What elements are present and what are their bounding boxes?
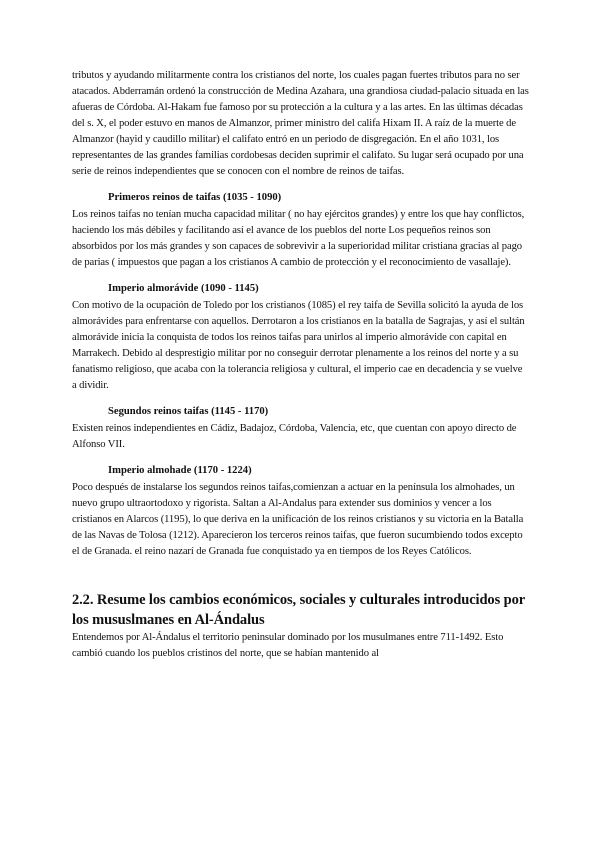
section-2-2-paragraph: Entendemos por Al-Ándalus el territorio peninsular dominado por los musulmanes entre 711-1492. Esto cambió cuando los pueblos cristinos del norte, que se habían mantenido al <box>72 632 504 659</box>
heading-primeros-reinos-taifas: Primeros reinos de taifas (1035 - 1090) <box>108 192 282 203</box>
paragraph-segundos-reinos-taifas: Existen reinos independientes en Cádiz, Badajoz, Córdoba, Valencia, etc, que cuentan con apoyo directo de Alfonso VII. <box>72 423 517 450</box>
heading-imperio-almoravide: Imperio almorávide (1090 - 1145) <box>108 283 259 294</box>
paragraph-imperio-almohade: Poco después de instalarse los segundos reinos taifas,comienzan a actuar en la península los almohades, un nuevo grupo ultraortodoxo y rigorista. Saltan a Al-Andalus para extender sus dominios y vencer a los cristianos en Alarcos (1195), lo que deriva en la unificación de los reinos cristianos y su victoria en la Batalla de las Navas de Tolosa (1212). Aparecieron los terceros reinos taifas, que fueron sucumbiendo todos excepto el de Granada. el reino nazarí de Granada fue conquistado ya en tiempos de los Reyes Católicos. <box>72 482 524 557</box>
intro-paragraph: tributos y ayudando militarmente contra los cristianos del norte, los cuales pagan fuertes tributos para no ser atacados. Abderramán ordenó la construcción de Medina Azahara, una grandiosa ciudad-palacio situada en las afueras de Córdoba. Al-Hakam fue famoso por su protección a la cultura y a las artes. En las últimas décadas del s. X, el poder estuvo en manos de Almanzor, primer ministro del califa Hixam II. A raíz de la muerte de Almanzor (hayid y caudillo militar) el califato entró en un periodo de disgregación. En el año 1031, los representantes de las grandes familias cordobesas deciden suprimir el califato. Su lugar será ocupado por una serie de reinos independientes que se conocen con el nombre de reinos de taifas. <box>72 70 529 177</box>
heading-segundos-reinos-taifas: Segundos reinos taifas (1145 - 1170) <box>108 406 269 417</box>
paragraph-imperio-almoravide: Con motivo de la ocupación de Toledo por los cristianos (1085) el rey taifa de Sevilla solicitó la ayuda de los almorávides para enfrentarse con aquellos. Derrotaron a los cristianos en la batalla de Sagrajas, y así el sultán almorávide inicia la conquista de todos los reinos taifas para unirlos al imperio almorávide con capital en Marrakech. Debido al desprestigio militar por no conseguir derrotar plenamente a los reinos del norte y a su fanatismo religioso, que acaba con la tolerancia religiosa y cultural, el imperio cae en decadencia y se vuelve a dividir. <box>72 300 525 391</box>
section-2-2-heading: 2.2. Resume los cambios económicos, sociales y culturales introducidos por los mususlmanes en Al-Ándalus <box>72 592 525 628</box>
heading-imperio-almohade: Imperio almohade (1170 - 1224) <box>108 465 252 476</box>
paragraph-primeros-reinos-taifas: Los reinos taifas no tenían mucha capacidad militar ( no hay ejércitos grandes) y entre los que hay conflictos, haciendo los más débiles y facilitando así el avance de los pueblos del norte Los pequeños reinos son absorbidos por los más grandes y son capaces de sobrevivir a la superioridad militar cristiana gracias al pago de parias ( impuestos que pagan a los cristianos A cambio de protección y el reconocimiento de vasallaje). <box>72 209 525 268</box>
